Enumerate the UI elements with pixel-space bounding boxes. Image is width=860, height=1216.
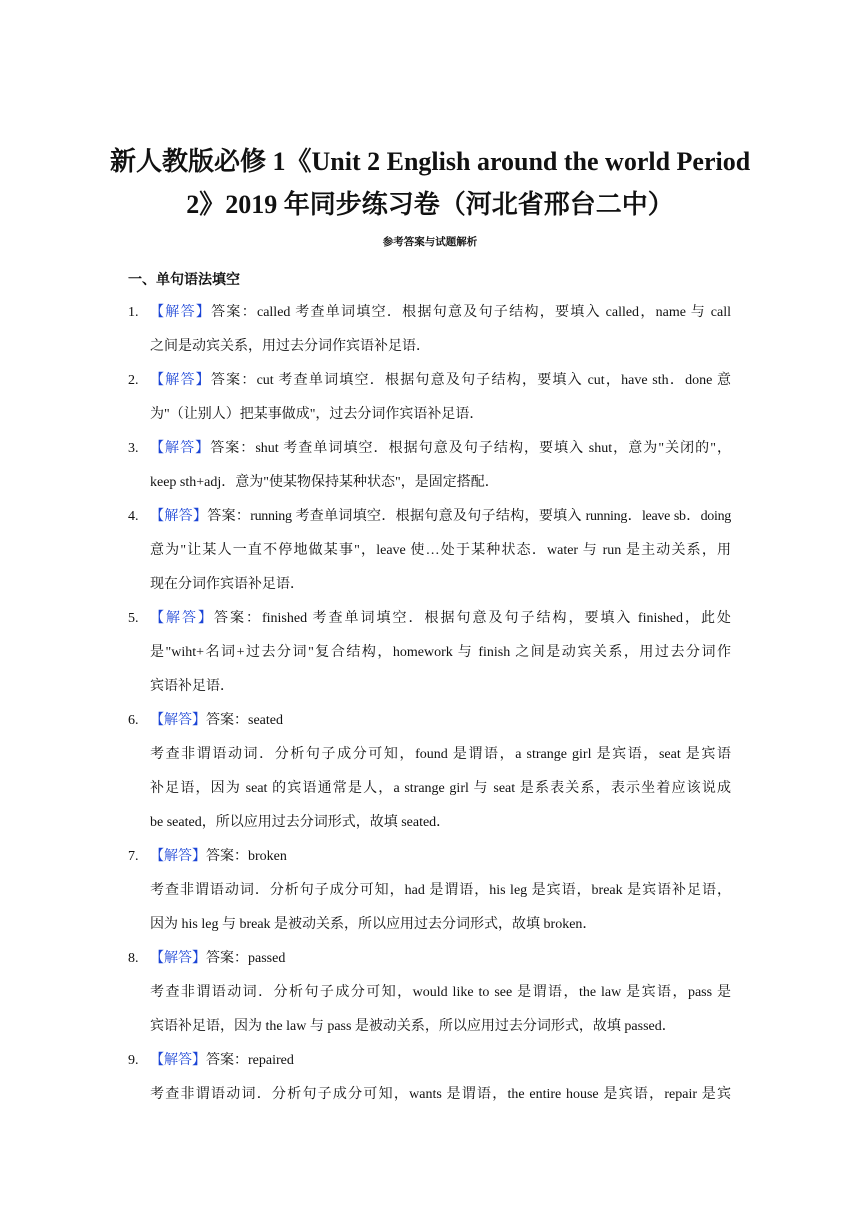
item-number: 1.: [128, 305, 139, 320]
item-line: 考查非谓语动词．分析句子成分可知，would like to see 是谓语，the law 是宾语，pass 是: [150, 985, 731, 1000]
item-line: 意为"让某人一直不停地做某事"，leave 使…处于某种状态．water 与 run 是主动关系，用: [150, 543, 731, 558]
answer-tag: 【解答】: [150, 951, 206, 966]
item-line: 是"wiht+名词+过去分词"复合结构，homework 与 finish 之间是动宾关系，用过去分词作: [150, 645, 731, 660]
item-line: 为"（让别人）把某事做成"，过去分词作宾语补足语．: [150, 407, 484, 422]
section-heading: 一、单句语法填空: [128, 272, 240, 288]
item-number: 8.: [128, 951, 139, 966]
document-title-line-1: 新人教版必修 1《Unit 2 English around the world Period: [110, 147, 751, 176]
item-line: be seated，所以应用过去分词形式，故填 seated．: [150, 815, 451, 830]
item-line: 因为 his leg 与 break 是被动关系，所以应用过去分词形式，故填 broken．: [150, 917, 597, 932]
document-title-line-2: 2》2019 年同步练习卷（河北省邢台二中）: [186, 190, 674, 219]
answer-tag: 【解答】: [150, 373, 211, 388]
item-line: 【解答】答案：broken: [150, 849, 287, 864]
item-number: 5.: [128, 611, 139, 626]
item-number: 6.: [128, 713, 139, 728]
item-line: 现在分词作宾语补足语．: [150, 577, 304, 592]
item-line: 考查非谓语动词．分析句子成分可知，wants 是谓语，the entire house 是宾语，repair 是宾: [150, 1087, 731, 1102]
item-number: 3.: [128, 441, 139, 456]
answer-tag: 【解答】: [150, 305, 212, 320]
item-line: 【解答】答案：seated: [150, 713, 283, 728]
answer-tag: 【解答】: [150, 441, 211, 456]
item-line: 宾语补足语．: [150, 679, 234, 694]
answer-tag: 【解答】: [150, 713, 206, 728]
item-line: 之间是动宾关系，用过去分词作宾语补足语．: [150, 339, 430, 354]
answer-tag: 【解答】: [150, 1053, 206, 1068]
answer-tag: 【解答】: [150, 611, 214, 626]
item-line: 【解答】答案：passed: [150, 951, 286, 966]
item-line: 【解答】答案：shut 考查单词填空．根据句意及句子结构，要填入 shut，意为"关闭的"，: [150, 441, 731, 456]
item-line: 【解答】答案：cut 考查单词填空．根据句意及句子结构，要填入 cut，have sth．done 意: [150, 373, 731, 388]
item-line: 【解答】答案：called 考查单词填空．根据句意及句子结构，要填入 called，name 与 call: [150, 305, 731, 320]
item-number: 9.: [128, 1053, 139, 1068]
item-number: 2.: [128, 373, 139, 388]
item-line: 考查非谓语动词．分析句子成分可知，found 是谓语，a strange girl 是宾语，seat 是宾语: [150, 747, 731, 762]
item-line: 宾语补足语，因为 the law 与 pass 是被动关系，所以应用过去分词形式，故填 passed．: [150, 1019, 676, 1034]
document-subtitle: 参考答案与试题解析: [382, 236, 478, 248]
answer-tag: 【解答】: [150, 509, 208, 524]
item-line: 补足语，因为 seat 的宾语通常是人，a strange girl 与 seat 是系表关系，表示坐着应该说成: [150, 781, 731, 796]
item-number: 7.: [128, 849, 139, 864]
item-line: keep sth+adj．意为"使某物保持某种状态"，是固定搭配．: [150, 475, 499, 490]
answer-tag: 【解答】: [150, 849, 206, 864]
item-line: 【解答】答案：repaired: [150, 1053, 294, 1068]
item-line: 【解答】答案：finished 考查单词填空．根据句意及句子结构，要填入 finished，此处: [150, 611, 731, 626]
item-line: 【解答】答案：running 考查单词填空．根据句意及句子结构，要填入 running．leave sb．doing: [150, 509, 731, 524]
item-line: 考查非谓语动词．分析句子成分可知，had 是谓语，his leg 是宾语，break 是宾语补足语，: [150, 883, 731, 898]
item-number: 4.: [128, 509, 139, 524]
